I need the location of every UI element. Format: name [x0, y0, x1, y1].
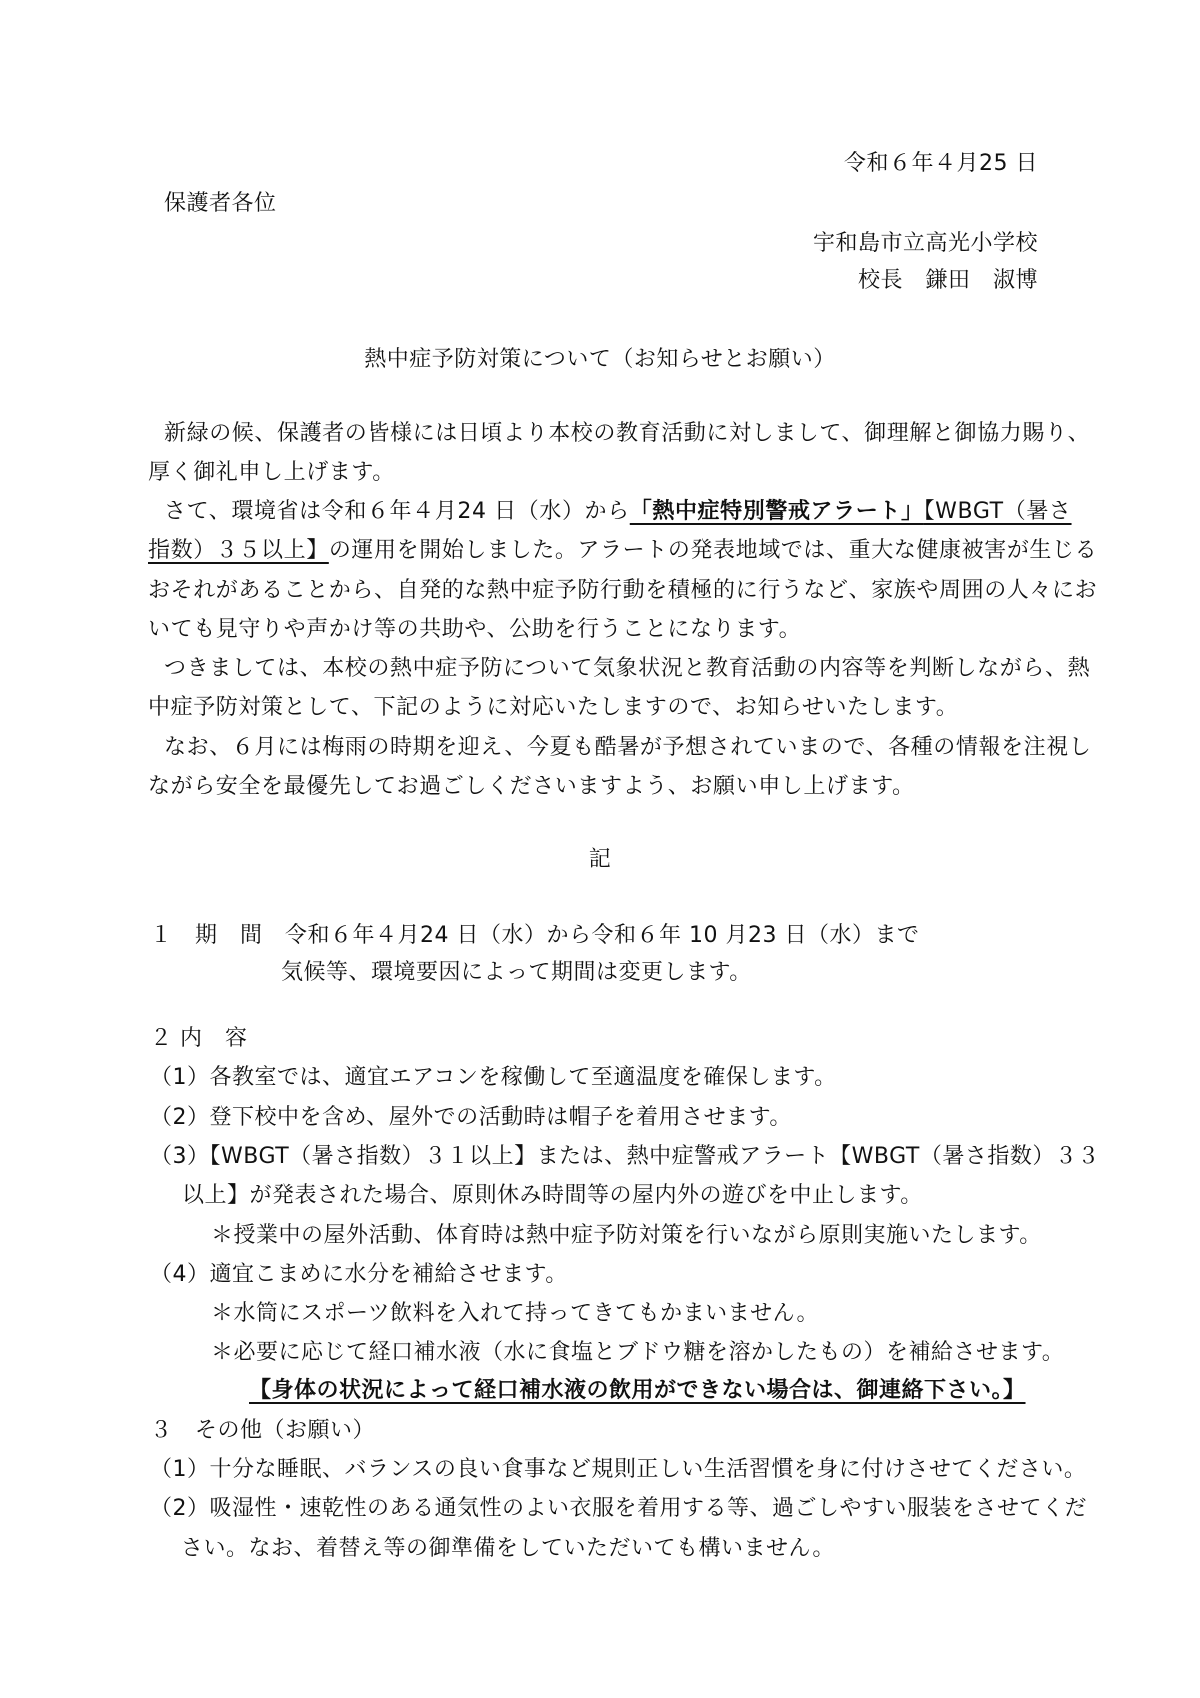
intro-p2-line2 [148, 536, 1097, 566]
content-item-1: （1）各教室では、適宜エアコンを稼働して至適温度を確保します。 [150, 1065, 837, 1090]
content-item-2: （2）登下校中を含め、屋外での活動時は帽子を着用させます。 [150, 1105, 792, 1130]
intro-p1-line1: 新緑の候、保護者の皆様には日頃より本校の教育活動に対しまして、御理解と御協力賜り、 [164, 421, 1091, 446]
intro-p2-line1 [164, 497, 1072, 527]
intro-p4-line1: なお、６月には梅雨の時期を迎え、今夏も酷暑が予想されていまので、各種の情報を注視し [164, 735, 1092, 760]
content-item-4-note2: ＊必要に応じて経口補水液（水に食塩とブドウ糖を溶かしたもの）を補給させます。 [211, 1340, 1065, 1365]
principal-name: 校長 鎌田 淑博 [857, 268, 1038, 293]
wbgt-35-emphasis-end: 指数）３５以上】 [148, 538, 329, 563]
intro-p2-text-b: の運用を開始しました。アラートの発表地域では、重大な健康被害が生じる [328, 538, 1098, 563]
other-heading: ３ その他（お願い） [150, 1418, 376, 1443]
other-item-1: （1）十分な睡眠、バランスの良い食事など規則正しい生活習慣を身に付けさせてください。 [150, 1457, 1087, 1482]
content-heading: ２ 内 容 [150, 1026, 248, 1051]
intro-p2-line4: いても見守りや声かけ等の共助や、公助を行うことになります。 [148, 617, 802, 642]
school-name: 宇和島市立高光小学校 [812, 231, 1038, 256]
content-item-3-line1: （3）【WBGT（暑さ指数）３１以上】または、熱中症警戒アラート【WBGT（暑さ指数）３３ [150, 1144, 1100, 1169]
alert-name-emphasis: 「熱中症特別警戒アラート」 [629, 499, 924, 524]
intro-p4-line2: ながら安全を最優先してお過ごしくださいますよう、お願い申し上げます。 [148, 774, 915, 799]
period-line2: 気候等、環境要因によって期間は変更します。 [281, 960, 752, 985]
other-item-2-line1: （2）吸湿性・速乾性のある通気性のよい衣服を着用する等、過ごしやすい服装をさせてくだ [150, 1496, 1088, 1521]
content-item-4: （4）適宜こまめに水分を補給させます。 [150, 1262, 568, 1287]
document-date: 令和６年４月25 日 [844, 151, 1038, 176]
period-line1: １ 期 間 令和６年４月24 日（水）から令和６年 10 月23 日（水）まで [150, 923, 920, 948]
intro-p2-line3: おそれがあることから、自発的な熱中症予防行動を積極的に行うなど、家族や周囲の人々にお [148, 578, 1098, 603]
wbgt-35-emphasis-start: 【WBGT（暑さ [923, 499, 1072, 524]
intro-p1-line2: 厚く御礼申し上げます。 [148, 460, 395, 485]
intro-p3-line1: つきましては、本校の熱中症予防について気象状況と教育活動の内容等を判断しながら、熱 [164, 656, 1091, 681]
content-item-4-emphasis: 【身体の状況によって経口補水液の飲用ができない場合は、御連絡下さい。】 [249, 1378, 1026, 1403]
intro-p2-text-a: さて、環境省は令和６年４月24 日（水）から [164, 499, 630, 524]
content-item-3-note: ＊授業中の屋外活動、体育時は熱中症予防対策を行いながら原則実施いたします。 [211, 1223, 1042, 1248]
document-title: 熱中症予防対策について（お知らせとお願い） [364, 347, 836, 372]
intro-p3-line2: 中症予防対策として、下記のように対応いたしますので、お知らせいたします。 [148, 695, 959, 720]
ki-heading: 記 [588, 847, 612, 872]
content-item-4-note1: ＊水筒にスポーツ飲料を入れて持ってきてもかまいません。 [211, 1301, 819, 1326]
other-item-2-line2: さい。なお、着替え等の御準備をしていただいても構いません。 [181, 1536, 835, 1561]
addressee: 保護者各位 [164, 191, 277, 216]
content-item-3-line2: 以上】が発表された場合、原則休み時間等の屋内外の遊びを中止します。 [182, 1183, 923, 1208]
